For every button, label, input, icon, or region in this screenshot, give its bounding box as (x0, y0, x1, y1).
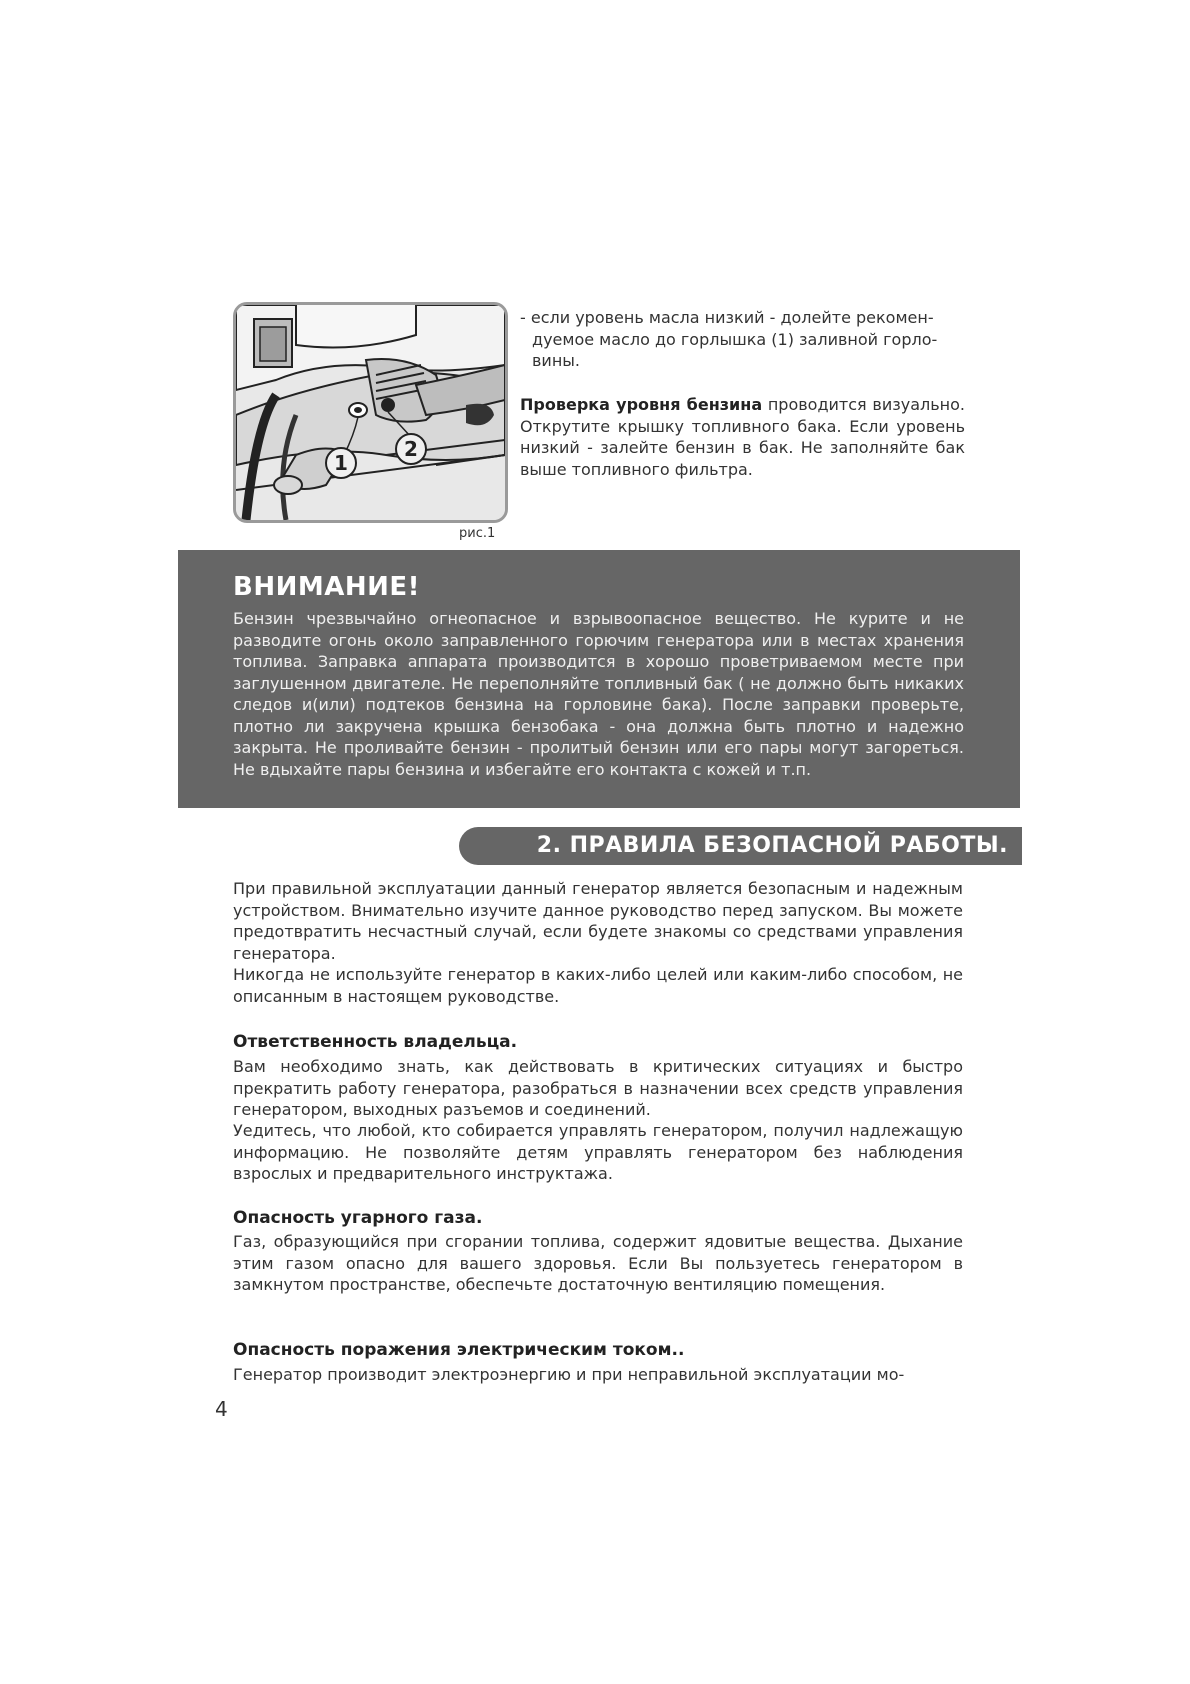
carbon-paragraph: Газ, образующийся при сгорании топлива, содержит ядовитые вещества. Дыхание этим газом опасно для вашего здоровья. Если Вы пользуетесь генератором в замкнутом пространстве, обеспечьте достаточную вентиляцию помещения. (233, 1232, 963, 1294)
heading-electric-shock: Опасность поражения электрическим током.. (233, 1340, 685, 1360)
section-header (459, 827, 1022, 865)
intro-paragraph: При правильной эксплуатации данный генератор является безопасным и надежным устройством. Внимательно изучите данное руководство перед запуском. Вы можете предотвратить несчастный случай, если будете знакомы со средствами управления генератора. (233, 879, 963, 963)
figure-oil-filler (233, 302, 508, 523)
warning-text: Бензин чрезвычайно огнеопасное и взрывоопасное вещество. Не курите и не разводите огонь около заправленного горючим генератора или в местах хранения топлива. Заправка аппарата производится в хорошо проветриваемом месте при заглушенном двигателе. Не переполняйте топливный бак ( не должно быть никаких следов и(или) подтеков бензина на горловине бака). После заправки проверьте, плотно ли закручена крышка бензобака - она должна быть плотно и надежно закрыта. Не проливайте бензин - пролитый бензин или его пары могут загореться. Не вдыхайте пары бензина и избегайте его контакта с кожей и т.п. (233, 609, 964, 779)
owner-paragraph: Уедитесь, что любой, кто собирается управлять генератором, получил надлежащую информацию. Не позволяйте детям управлять генератором без наблюдения взрослых и предварительного инструктажа. (233, 1121, 963, 1183)
oil-note-line: дуемое масло до горлышка (1) заливной горло- (532, 329, 938, 349)
callout-2: 2 (404, 437, 418, 461)
heading-carbon-monoxide: Опасность угарного газа. (233, 1208, 483, 1228)
callout-1: 1 (334, 451, 348, 475)
owner-paragraph: Вам необходимо знать, как действовать в критических ситуациях и быстро прекратить работу генератора, разобраться в назначении всех средств управления генератором, выходных разъемов и соединений. (233, 1057, 963, 1119)
warning-panel (178, 550, 1020, 808)
intro-paragraph: Никогда не используйте генератор в каких-либо целей или каким-либо способом, не описанным в настоящем руководстве. (233, 965, 963, 1006)
figure-caption: рис.1 (459, 526, 496, 541)
fuel-check-lead: Проверка уровня бензина (520, 395, 763, 414)
fuel-check-text: проводится визуально. Открутите крышку топливного бака. Если уровень низкий - залейте бензин в бак. Не заполняйте бак выше топливного фильтра. (520, 395, 965, 479)
oil-note-line: вины. (532, 351, 581, 370)
heading-owner-responsibility: Ответственность владельца. (233, 1032, 518, 1052)
warning-title: ВНИМАНИЕ! (233, 572, 420, 602)
section-title: 2. ПРАВИЛА БЕЗОПАСНОЙ РАБОТЫ. (536, 833, 1008, 858)
oil-level-note (520, 307, 965, 372)
oil-note-line: - если уровень масла низкий - долейте рекомен- (520, 308, 934, 327)
fuel-level-check (520, 394, 965, 480)
generator-illustration (236, 305, 505, 520)
page-number: 4 (215, 1397, 228, 1421)
electric-paragraph: Генератор производит электроэнергию и при неправильной эксплуатации мо- (233, 1365, 905, 1384)
